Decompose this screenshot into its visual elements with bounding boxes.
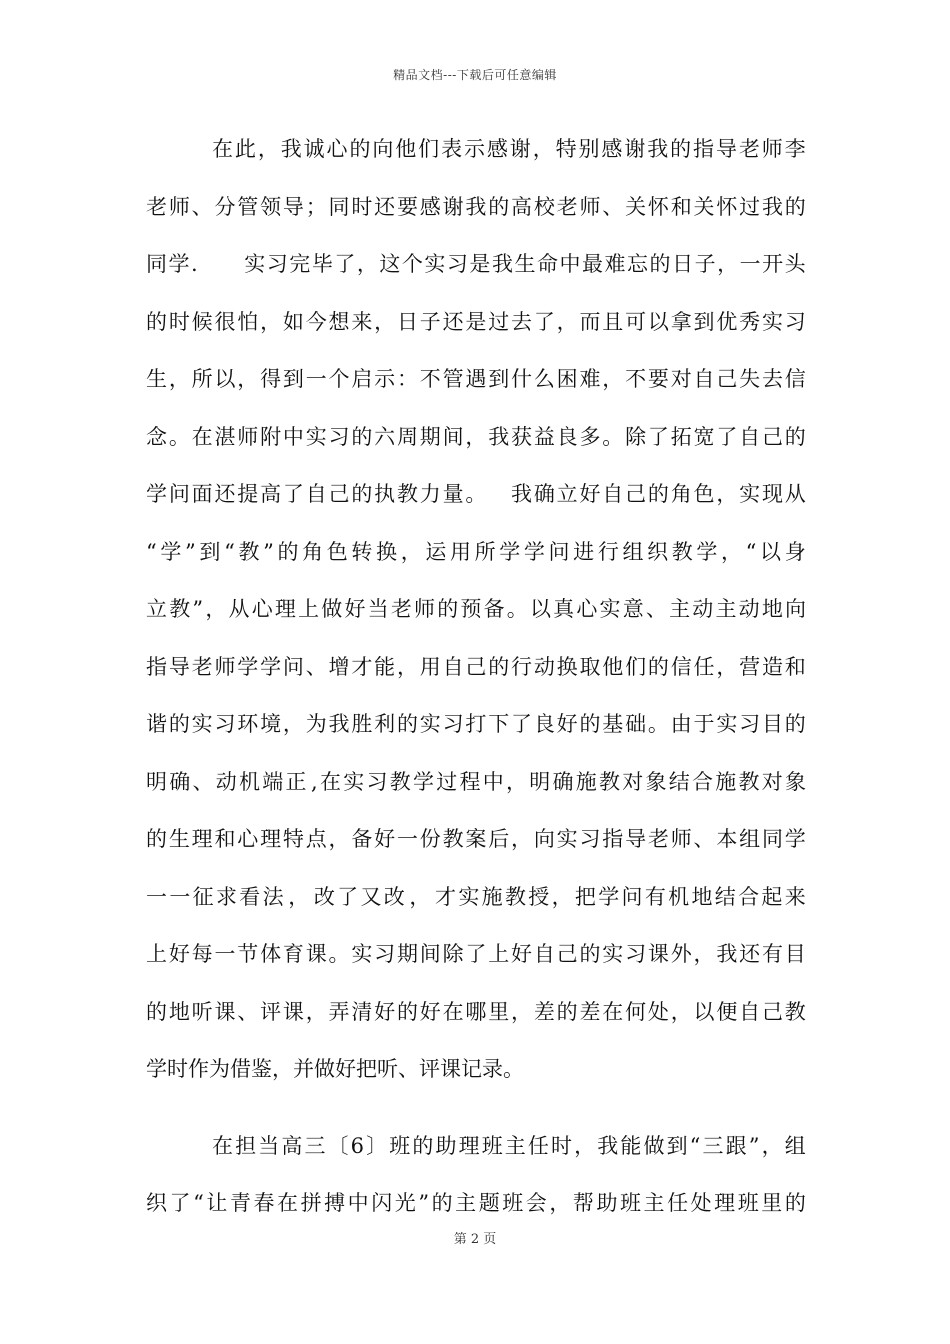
text-line: 上 好 每 一 节 体 育 课 。 实 习 期 间 除 了 上 好 自 己 的 实 习 课 外 ， 我 还 有 目 xyxy=(146,942,806,966)
page-header: 精品文档---下载后可任意编辑 xyxy=(393,68,557,82)
text-line: 的 生 理 和 心 理 特 点 ， 备 好 一 份 教 案 后 ， 向 实 习 指 导 老 师 、 本 组 同 学 xyxy=(146,827,806,851)
text-line: 学 问 面 还 提 高 了 自 己 的 执 教 力 量 。 我 确 立 好 自 己 的 角 色 ， 实 现 从 xyxy=(146,482,806,506)
text-line: 学时作为借鉴，并做好把听、评课记录。 xyxy=(146,1057,524,1081)
text-line: “ 学 ” 到 “ 教 ” 的 角 色 转 换 ， 运 用 所 学 学 问 进 行 组 织 教 学 ， “ 以 身 xyxy=(146,539,806,564)
text-line: 念 。 在 湛 师 附 中 实 习 的 六 周 期 间 ， 我 获 益 良 多 。 除 了 拓 宽 了 自 己 的 xyxy=(146,424,806,449)
document-body xyxy=(146,129,806,1241)
paragraph-gap xyxy=(146,1107,806,1126)
text-line: 立 教 ” ， 从 心 理 上 做 好 当 老 师 的 预 备 。 以 真 心 实 意 、 主 动 主 动 地 向 xyxy=(146,597,806,621)
text-line: 在 此 ， 我 诚 心 的 向 他 们 表 示 感 谢 ， 特 别 感 谢 我 的 指 导 老 师 李 xyxy=(212,137,806,161)
text-line: 谐 的 实 习 环 境 ， 为 我 胜 利 的 实 习 打 下 了 良 好 的 基 础 。 由 于 实 习 目 的 xyxy=(146,712,806,736)
text-line: 同 学 . 实 习 完 毕 了 ， 这 个 实 习 是 我 生 命 中 最 难 忘 的 日 子 ， 一 开 头 xyxy=(146,252,806,276)
page-number: 第 2 页 xyxy=(453,1232,497,1247)
text-line: 的 地 听 课 、 评 课 ， 弄 清 好 的 好 在 哪 里 ， 差 的 差 在 何 处 ， 以 便 自 己 教 xyxy=(146,999,806,1024)
text-line: 指 导 老 师 学 学 问 、 增 才 能 ， 用 自 己 的 行 动 换 取 他 们 的 信 任 ， 营 造 和 xyxy=(146,654,806,679)
text-line: 生 ， 所 以 ， 得 到 一 个 启 示 ： 不 管 遇 到 什 么 困 难 ， 不 要 对 自 己 失 去 信 xyxy=(146,367,806,391)
text-line: 在 担 当 高 三 〔 6 〕 班 的 助 理 班 主 任 时 ， 我 能 做 到 “ 三 跟 ” ， 组 xyxy=(212,1133,806,1158)
text-line: 老 师 、 分 管 领 导 ； 同 时 还 要 感 谢 我 的 高 校 老 师 、 关 怀 和 关 怀 过 我 的 xyxy=(146,194,806,219)
text-line: 一 一 征 求 看 法 ， 改 了 又 改 ， 才 实 施 教 授 ， 把 学 问 有 机 地 结 合 起 来 xyxy=(146,884,806,909)
text-line: 织 了 “ 让 青 春 在 拼 搏 中 闪 光 ” 的 主 题 班 会 ， 帮 助 班 主 任 处 理 班 里 的 xyxy=(146,1191,806,1215)
text-line: 的 时 候 很 怕 ， 如 今 想 来 ， 日 子 还 是 过 去 了 ， 而 且 可 以 拿 到 优 秀 实 习 xyxy=(146,309,806,334)
paragraph-2 xyxy=(146,1126,806,1241)
paragraph-1 xyxy=(146,129,806,1107)
text-line: 明 确 、 动 机 端 正 , 在 实 习 教 学 过 程 中 ， 明 确 施 教 对 象 结 合 施 教 对 象 xyxy=(146,769,806,794)
